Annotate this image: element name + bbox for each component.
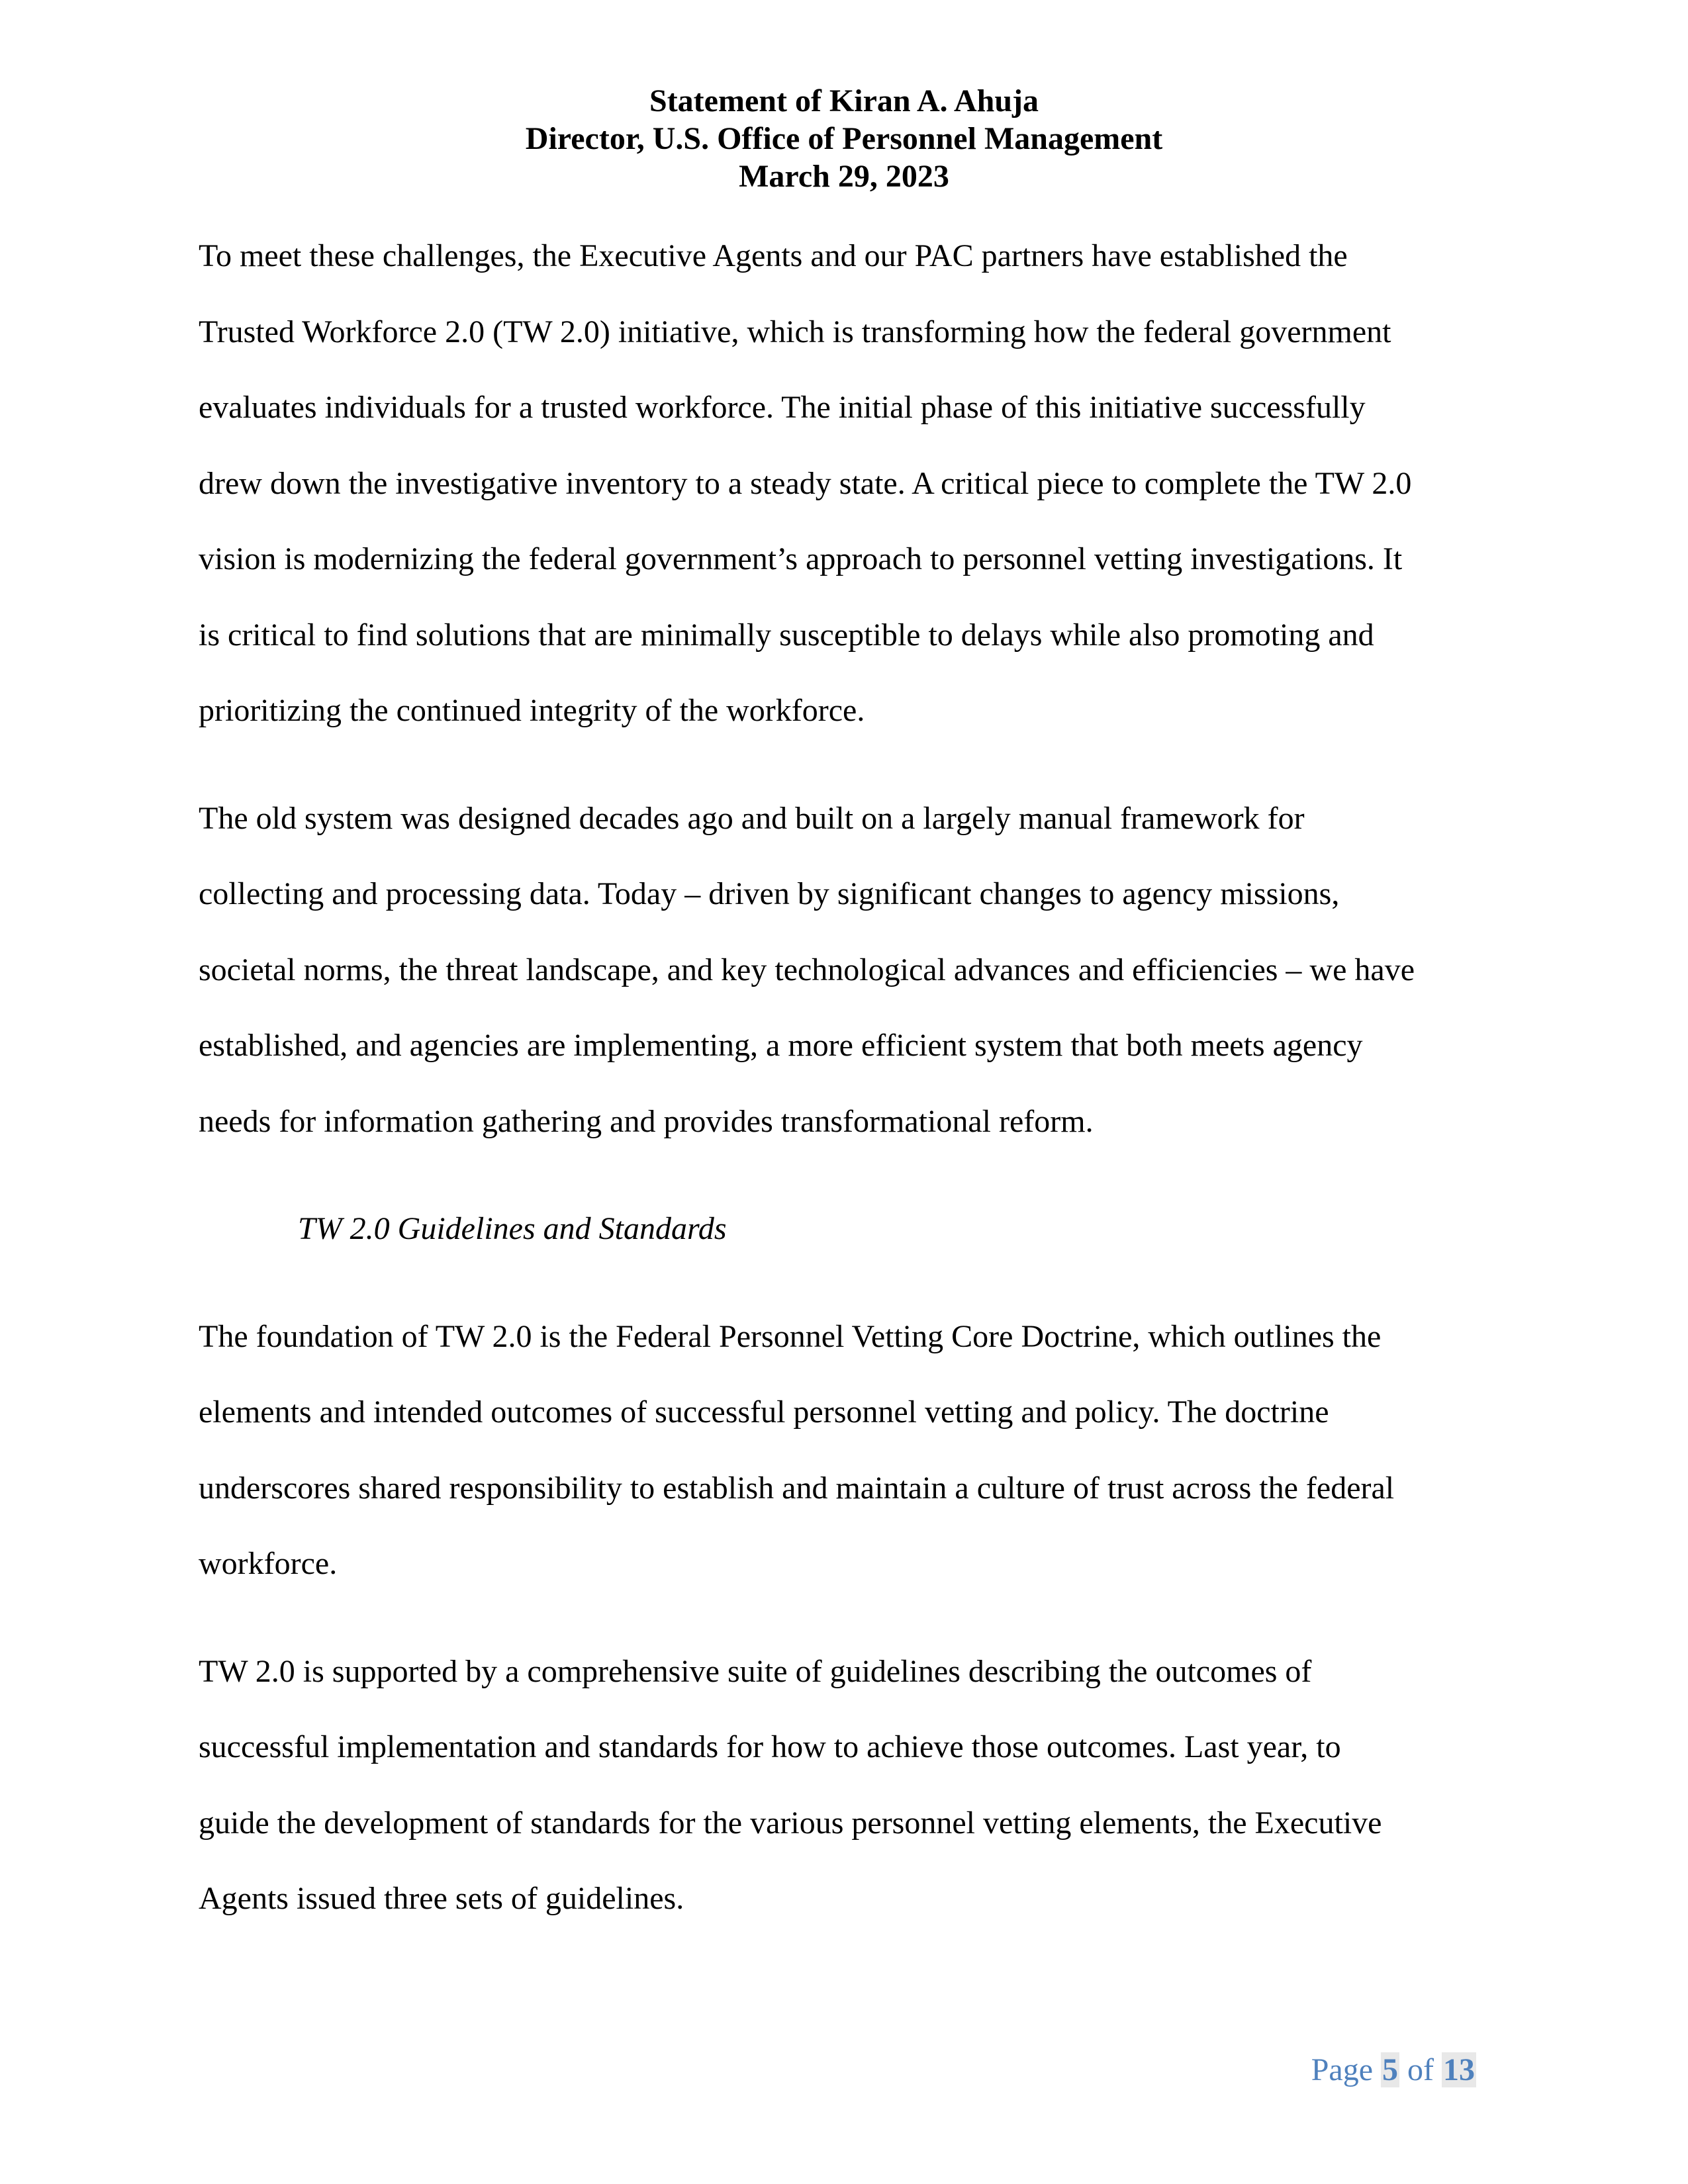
text-line: guide the development of standards for the various personnel vetting elements, the Executive [199,1805,1382,1841]
paragraph-old-system [199,781,1489,1160]
page-number-footer [1311,2052,1476,2088]
text-line: The old system was designed decades ago and built on a largely manual framework for [199,800,1305,836]
header-title: Statement of Kiran A. Ahuja [649,83,1039,118]
current-page-number: 5 [1382,2052,1399,2087]
text-line: underscores shared responsibility to establish and maintain a culture of trust across the federal [199,1470,1395,1506]
text-line: evaluates individuals for a trusted workforce. The initial phase of this initiative successfully [199,390,1366,425]
text-line: TW 2.0 is supported by a comprehensive suite of guidelines describing the outcomes of [199,1653,1312,1689]
text-line: workforce. [199,1546,338,1581]
text-line: is critical to find solutions that are minimally susceptible to delays while also promoting and [199,617,1374,653]
text-line: Trusted Workforce 2.0 (TW 2.0) initiative, which is transforming how the federal government [199,314,1391,349]
text-line: Agents issued three sets of guidelines. [199,1881,684,1916]
text-line: successful implementation and standards for how to achieve those outcomes. Last year, to [199,1729,1341,1764]
text-line: To meet these challenges, the Executive Agents and our PAC partners have established the [199,238,1348,273]
text-line: established, and agencies are implementing, a more efficient system that both meets agency [199,1028,1363,1063]
text-line: collecting and processing data. Today – driven by significant changes to agency missions, [199,876,1340,911]
of-label: of [1399,2052,1442,2087]
header-subtitle: Director, U.S. Office of Personnel Management [525,121,1163,156]
text-line: prioritizing the continued integrity of the workforce. [199,693,865,728]
total-pages-number: 13 [1443,2052,1475,2087]
page-label: Page [1311,2052,1382,2087]
section-heading: TW 2.0 Guidelines and Standards [298,1211,727,1246]
paragraph-tw-initiative [199,218,1489,749]
text-line: elements and intended outcomes of successful personnel vetting and policy. The doctrine [199,1394,1329,1430]
text-line: societal norms, the threat landscape, and key technological advances and efficiencies – we have [199,952,1415,987]
text-line: vision is modernizing the federal government’s approach to personnel vetting investigations. It [199,541,1403,576]
text-line: The foundation of TW 2.0 is the Federal Personnel Vetting Core Doctrine, which outlines the [199,1318,1382,1354]
document-header [0,82,1688,195]
text-line: drew down the investigative inventory to a steady state. A critical piece to complete the TW 2.0 [199,465,1412,501]
paragraph-guidelines [199,1634,1489,1937]
paragraph-core-doctrine [199,1299,1489,1602]
header-date: March 29, 2023 [739,159,949,194]
document-body [199,218,1489,1969]
text-line: needs for information gathering and provides transformational reform. [199,1103,1094,1139]
